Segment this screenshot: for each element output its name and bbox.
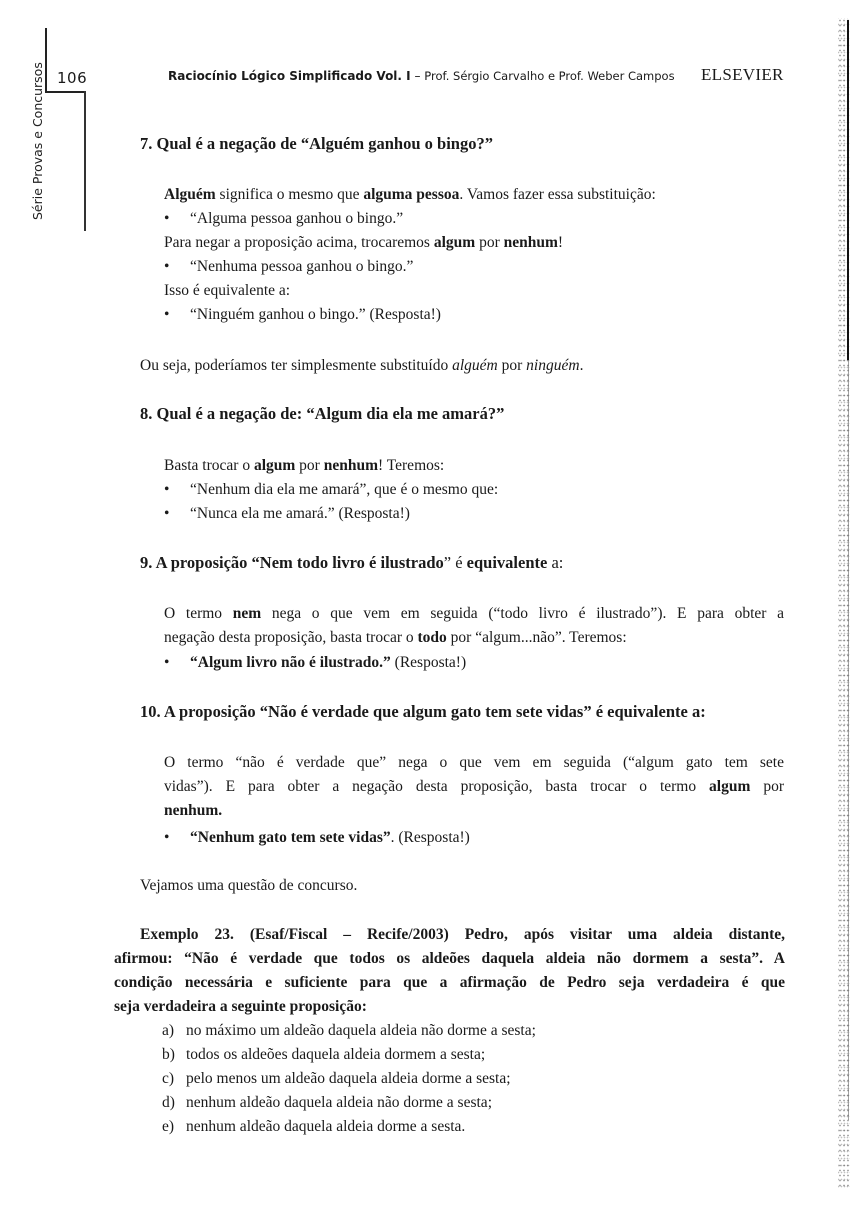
question-8-heading-text: 8. Qual é a negação de: “Algum dia ela me amará?” (140, 404, 505, 423)
publisher-name: ELSEVIER (701, 65, 784, 84)
text-span: Para negar a proposição acima, trocaremos (164, 234, 434, 251)
option-letter: d) (162, 1094, 175, 1111)
book-authors: Prof. Sérgio Carvalho e Prof. Weber Campos (424, 69, 675, 83)
q10-para-line-3 (164, 799, 222, 823)
text-span: por “algum...não”. Teremos: (446, 629, 627, 646)
text-span: significa o mesmo que (215, 186, 364, 203)
option-d (162, 1091, 492, 1115)
q7-bullet-1 (164, 207, 403, 231)
bullet-text: “Alguma pessoa ganhou o bingo.” (190, 210, 404, 227)
q9-para-line-2 (164, 626, 627, 650)
example-line-2 (114, 947, 785, 971)
example-text: Exemplo 23. (Esaf/Fiscal – Recife/2003) Pedro, após visitar uma aldeia distante, (140, 926, 785, 943)
text-span: nega o que vem em seguida (“todo livro é ilustrado”). E para obter a (261, 605, 784, 622)
q8-bullet-1 (164, 478, 498, 502)
bullet-text: “Nenhum dia ela me amará”, que é o mesmo que: (190, 481, 499, 498)
q9-bullet-1 (164, 651, 466, 675)
option-letter: a) (162, 1022, 175, 1039)
option-c (162, 1067, 511, 1091)
scan-edge-line-faint (848, 360, 849, 1120)
example-line-3 (114, 971, 785, 995)
option-letter: b) (162, 1046, 175, 1063)
bullet-text: “Ninguém ganhou o bingo.” (Resposta!) (190, 306, 441, 323)
bullet-text: . (Resposta!) (390, 829, 470, 846)
question-9-heading (140, 551, 563, 575)
bullet-icon: • (164, 258, 170, 275)
q10-bullet-1 (164, 826, 470, 850)
option-text: nenhum aldeão daquela aldeia não dorme a sesta; (186, 1094, 492, 1111)
margin-rule-horizontal (45, 91, 86, 93)
question-7-heading-text: 7. Qual é a negação de “Alguém ganhou o bingo?” (140, 134, 493, 153)
bullet-icon: • (164, 306, 170, 323)
text-span: ” é (443, 553, 467, 572)
text-span: ! (557, 234, 564, 251)
margin-rule-side (84, 91, 86, 231)
q9-para-line-1 (164, 602, 784, 626)
running-head (168, 69, 675, 83)
example-line-1 (140, 923, 785, 947)
term-algum: algum (253, 457, 296, 474)
bullet-text: (Resposta!) (390, 654, 467, 671)
term-nem: nem (232, 605, 262, 622)
bullet-text-bold: “Nenhum gato tem sete vidas” (190, 829, 391, 846)
text-span: a: (547, 553, 564, 572)
bullet-icon: • (164, 210, 170, 227)
example-text: afirmou: “Não é verdade que todos os aldeões daquela aldeia não dormem a sesta”. A (114, 950, 785, 967)
term-nenhum: nenhum (503, 234, 558, 251)
option-text: no máximo um aldeão daquela aldeia não dorme a sesta; (186, 1022, 536, 1039)
option-e (162, 1115, 465, 1139)
q7-conclusion (140, 354, 583, 378)
transition-text: Vejamos uma questão de concurso. (140, 877, 358, 894)
term-ninguem-italic: ninguém (526, 357, 580, 374)
book-title: Raciocínio Lógico Simplificado Vol. I (168, 69, 411, 83)
text-span: por (475, 234, 504, 251)
text-span: negação desta proposição, basta trocar o (164, 629, 418, 646)
running-head-separator: – (410, 69, 425, 83)
example-text: condição necessária e suficiente para que a afirmação de Pedro seja verdadeira é que (114, 974, 785, 991)
bullet-text: “Nenhuma pessoa ganhou o bingo.” (190, 258, 414, 275)
option-letter: e) (162, 1118, 175, 1135)
text-span: 9. A proposição “Nem todo livro é (140, 553, 381, 572)
question-10-heading-text: 10. A proposição “Não é verdade que algum gato tem sete vidas” é equivalente a: (140, 702, 706, 721)
question-10-heading (140, 700, 706, 724)
option-text: nenhum aldeão daquela aldeia dorme a sesta. (186, 1118, 466, 1135)
term-todo: todo (417, 629, 447, 646)
text-span: vidas”). E para obter a negação desta proposição, basta trocar o termo (164, 778, 710, 795)
q8-bullet-2 (164, 502, 410, 526)
option-text: todos os aldeões daquela aldeia dormem a sesta; (186, 1046, 486, 1063)
option-a (162, 1019, 536, 1043)
question-8-heading (140, 402, 504, 426)
margin-rule-top (45, 28, 47, 92)
term-alguma-pessoa: alguma pessoa (363, 186, 460, 203)
option-b (162, 1043, 485, 1067)
q10-para-line-1: O termo “não é verdade que” nega o que vem em seguida (“algum gato tem sete (164, 754, 784, 771)
q7-line-2 (164, 231, 563, 255)
text-span: por (750, 778, 784, 795)
term-algum: algum (433, 234, 476, 251)
text-span: Ou seja, poderíamos ter simplesmente substituído (140, 357, 453, 374)
series-label: Série Provas e Concursos (30, 62, 45, 220)
text-span: equivalente (466, 553, 548, 572)
q7-bullet-2 (164, 255, 413, 279)
bullet-icon: • (164, 654, 170, 671)
bullet-text: “Nunca ela me amará.” (Resposta!) (190, 505, 410, 522)
bullet-icon: • (164, 481, 170, 498)
q7-line-3: Isso é equivalente a: (164, 282, 291, 299)
text-span: por (295, 457, 324, 474)
term-algum: algum (709, 778, 751, 795)
text-span: . Vamos fazer essa substituição: (459, 186, 656, 203)
bullet-icon: • (164, 505, 170, 522)
option-letter: c) (162, 1070, 175, 1087)
text-span: por (497, 357, 527, 374)
page-number: 106 (57, 69, 88, 87)
question-7-heading (140, 132, 493, 156)
example-text: seja verdadeira a seguinte proposição: (114, 998, 367, 1015)
text-span: . (579, 357, 584, 374)
text-span: Basta trocar o (164, 457, 254, 474)
example-line-4 (114, 995, 367, 1019)
text-span: ! Teremos: (378, 457, 445, 474)
scan-edge-line (847, 20, 849, 360)
q8-line-1 (164, 454, 444, 478)
term-alguem: Alguém (164, 186, 216, 203)
q10-para-line-2 (164, 775, 784, 799)
q7-bullet-3 (164, 303, 441, 327)
term-nenhum: nenhum (323, 457, 378, 474)
bullet-text-bold: “Algum livro não é ilustrado.” (190, 654, 391, 671)
q7-line-1 (164, 183, 656, 207)
bullet-icon: • (164, 829, 170, 846)
option-text: pelo menos um aldeão daquela aldeia dorme a sesta; (186, 1070, 511, 1087)
text-span: O termo (164, 605, 233, 622)
term-nenhum: nenhum. (164, 802, 223, 819)
term-alguem-italic: alguém (452, 357, 498, 374)
text-span: ilustrado (380, 553, 444, 572)
